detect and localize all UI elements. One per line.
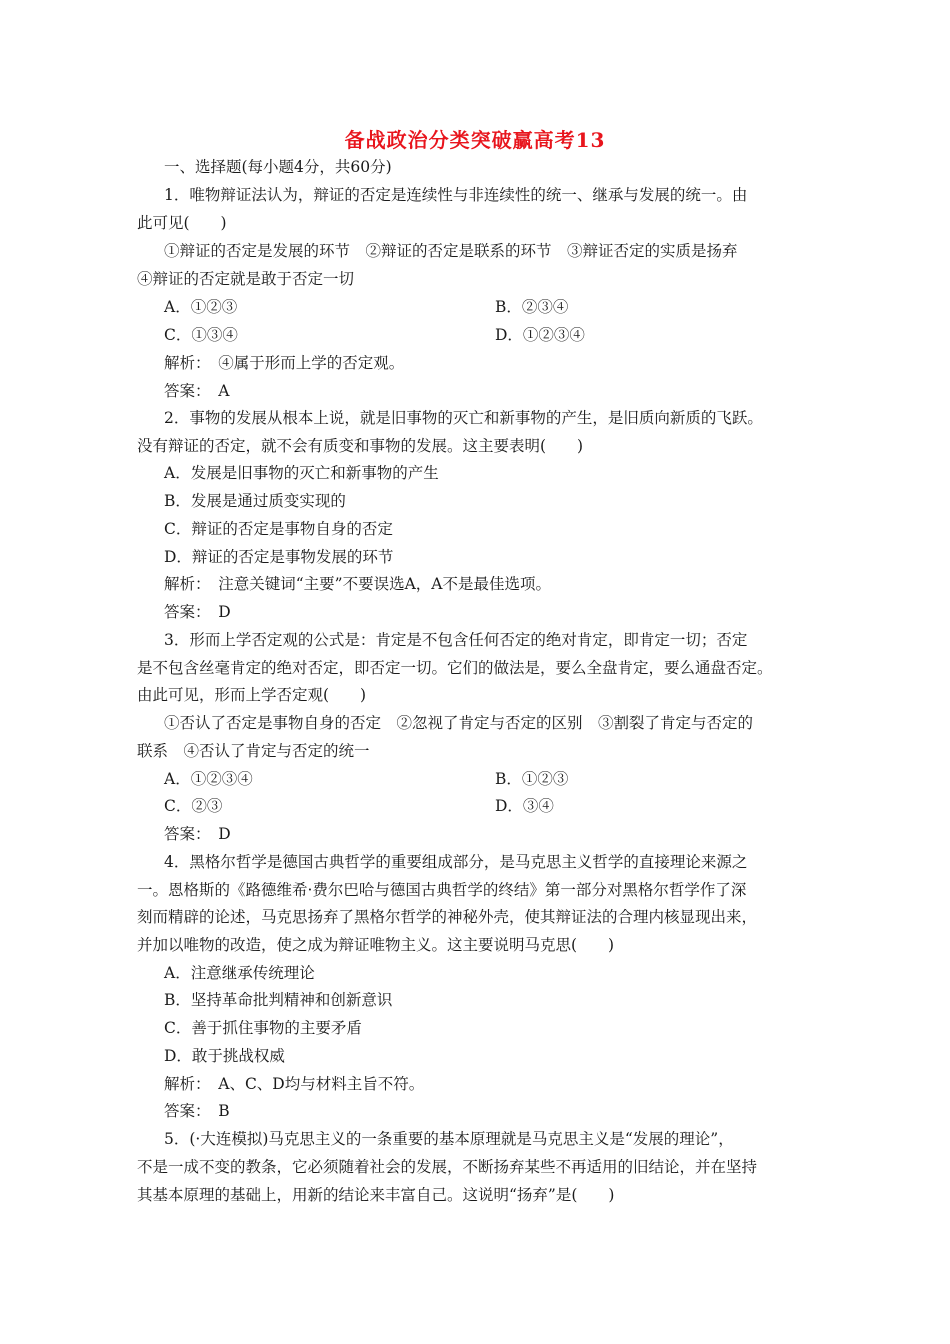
question-2-stem-cont: 没有辩证的否定，就不会有质变和事物的发展。这主要表明( ) [137,437,584,455]
question-1-option-a: A．①②③ [164,298,238,316]
question-5-stem: 5．(·大连模拟)马克思主义的一条重要的基本原理就是马克思主义是“发展的理论”， [164,1130,734,1148]
question-3-statements-cont: 联系 ④否认了肯定与否定的统一 [137,742,370,760]
question-4-stem-cont: 一。恩格斯的《路德维希·费尔巴哈与德国古典哲学的终结》第一部分对黑格尔哲学作了深 [137,881,747,899]
question-1-answer: 答案： A [164,382,230,400]
question-1-option-b: B．②③④ [495,298,569,316]
question-3-answer: 答案： D [164,825,231,843]
question-4-option-c: C．善于抓住事物的主要矛盾 [164,1019,362,1037]
question-3-option-c: C．②③ [164,797,223,815]
question-1-stem: 1．唯物辩证法认为，辩证的否定是连续性与非连续性的统一、继承与发展的统一。由 [164,186,748,204]
question-4-option-b: B．坚持革命批判精神和创新意识 [164,991,393,1009]
question-1-option-c: C．①③④ [164,326,238,344]
page-title: 备战政治分类突破赢高考13 [344,128,606,152]
question-1-statements-cont: ④辩证的否定就是敢于否定一切 [137,270,355,288]
question-1-option-d: D．①②③④ [495,326,585,344]
section-heading: 一、选择题(每小题4分，共60分) [164,158,392,176]
question-4-option-a: A．注意继承传统理论 [164,964,315,982]
question-3-stem-cont-2: 由此可见，形而上学否定观( ) [137,686,367,704]
question-3-stem: 3．形而上学否定观的公式是：肯定是不包含任何否定的绝对肯定，即肯定一切；否定 [164,631,748,649]
question-4-analysis: 解析： A、C、D均与材料主旨不符。 [164,1075,425,1093]
question-2-analysis: 解析： 注意关键词“主要”不要误选A，A不是最佳选项。 [164,575,551,593]
question-3-statements: ①否认了否定是事物自身的否定 ②忽视了肯定与否定的区别 ③割裂了肯定与否定的 [164,714,754,732]
question-3-stem-cont: 是不包含丝毫肯定的绝对否定，即否定一切。它们的做法是，要么全盘肯定，要么通盘否定。 [137,659,773,677]
question-1-analysis: 解析： ④属于形而上学的否定观。 [164,354,405,372]
question-2-stem: 2．事物的发展从根本上说，就是旧事物的灭亡和新事物的产生，是旧质向新质的飞跃。 [164,409,763,427]
question-2-option-a: A．发展是旧事物的灭亡和新事物的产生 [164,464,439,482]
question-4-option-d: D．敢于挑战权威 [164,1047,285,1065]
question-2-option-b: B．发展是通过质变实现的 [164,492,346,510]
question-4-stem-cont-3: 并加以唯物的改造，使之成为辩证唯物主义。这主要说明马克思( ) [137,936,615,954]
question-2-option-c: C．辩证的否定是事物自身的否定 [164,520,393,538]
question-3-option-d: D．③④ [495,797,554,815]
question-5-stem-cont-2: 其基本原理的基础上，用新的结论来丰富自己。这说明“扬弃”是( ) [137,1186,615,1204]
question-4-stem-cont-2: 刻而精辟的论述，马克思扬弃了黑格尔哲学的神秘外壳，使其辩证法的合理内核显现出来， [137,908,758,926]
question-1-statements: ①辩证的否定是发展的环节 ②辩证的否定是联系的环节 ③辩证否定的实质是扬弃 [164,242,738,260]
question-3-option-b: B．①②③ [495,770,569,788]
question-2-option-d: D．辩证的否定是事物发展的环节 [164,548,394,566]
question-2-answer: 答案： D [164,603,231,621]
question-4-answer: 答案： B [164,1102,230,1120]
question-1-stem-cont: 此可见( ) [137,214,227,232]
question-5-stem-cont: 不是一成不变的教条，它必须随着社会的发展，不断扬弃某些不再适用的旧结论，并在坚持 [137,1158,758,1176]
question-3-option-a: A．①②③④ [164,770,253,788]
question-4-stem: 4．黑格尔哲学是德国古典哲学的重要组成部分，是马克思主义哲学的直接理论来源之 [164,853,748,871]
